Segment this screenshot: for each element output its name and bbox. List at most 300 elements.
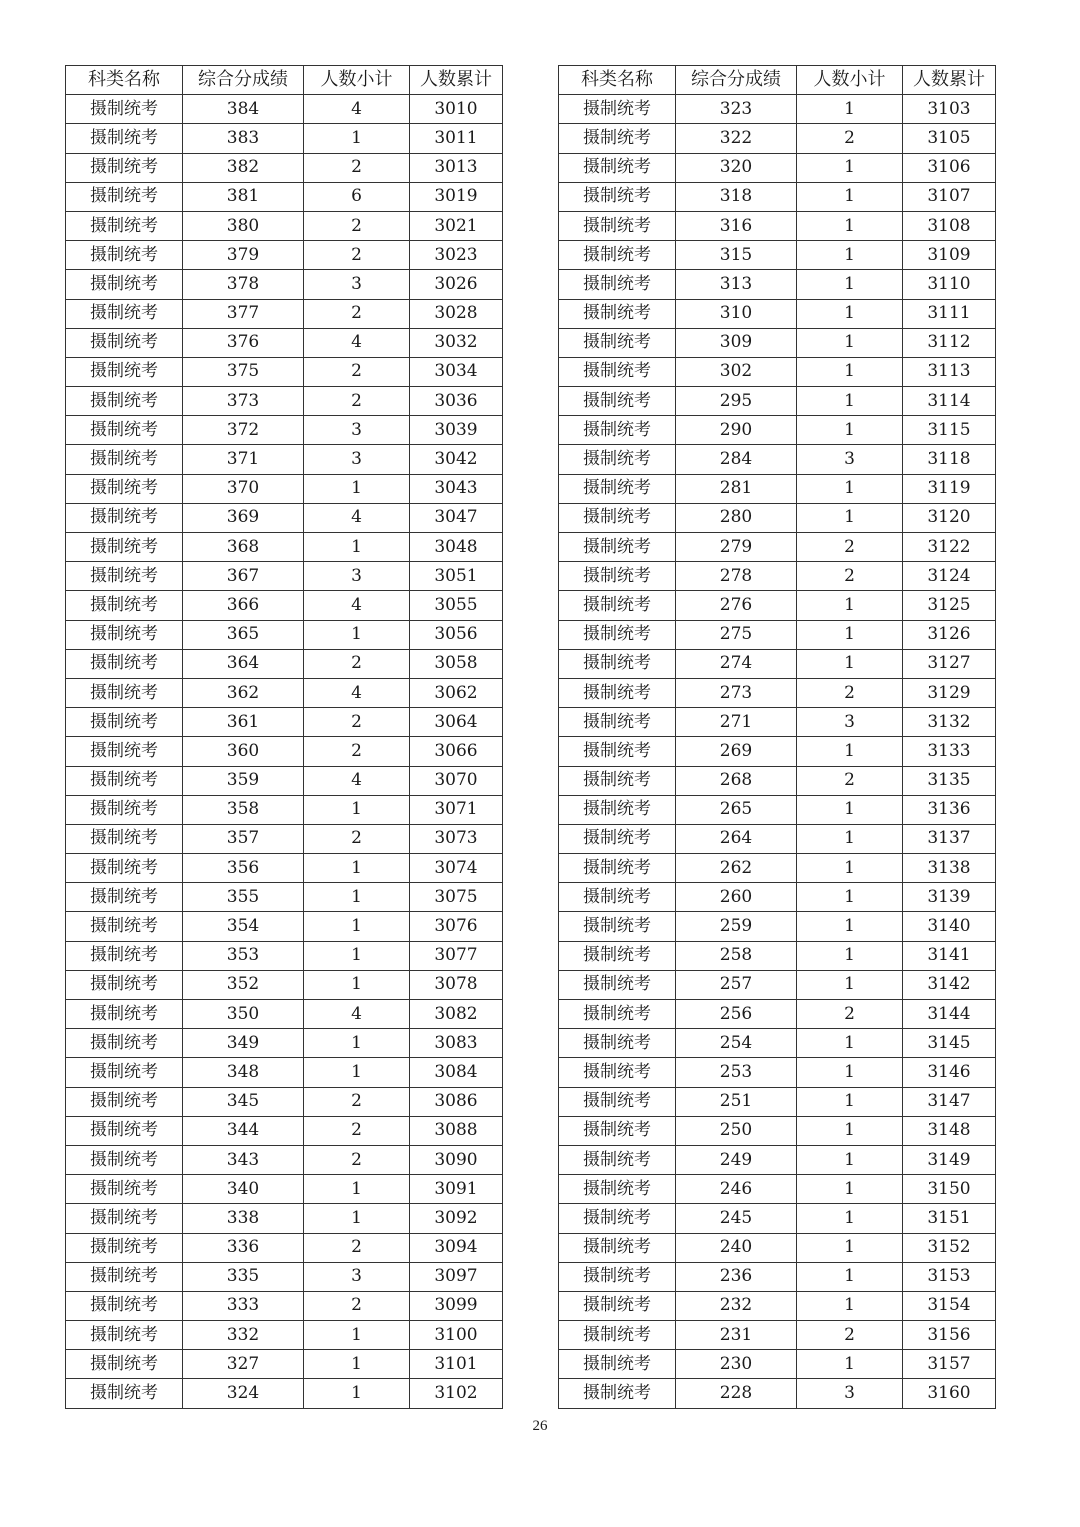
- cell-category: 摄制统考: [559, 854, 676, 883]
- cell-score: 253: [676, 1058, 797, 1087]
- cell-category: 摄制统考: [66, 1233, 183, 1262]
- table-body: [559, 95, 996, 1408]
- cell-category: 摄制统考: [559, 824, 676, 853]
- cell-cumulative: 3100: [410, 1321, 503, 1350]
- cell-category: 摄制统考: [66, 941, 183, 970]
- cell-count: 1: [797, 1262, 903, 1291]
- cell-category: 摄制统考: [559, 1175, 676, 1204]
- header-cumulative: 人数累计: [410, 66, 503, 95]
- cell-count: 2: [304, 737, 410, 766]
- cell-score: 365: [183, 620, 304, 649]
- cell-cumulative: 3142: [903, 970, 996, 999]
- cell-cumulative: 3026: [410, 270, 503, 299]
- cell-cumulative: 3074: [410, 854, 503, 883]
- cell-cumulative: 3021: [410, 211, 503, 240]
- table-row: [559, 124, 996, 153]
- cell-count: 1: [304, 1175, 410, 1204]
- cell-category: 摄制统考: [559, 649, 676, 678]
- cell-score: 336: [183, 1233, 304, 1262]
- cell-count: 2: [304, 649, 410, 678]
- cell-cumulative: 3042: [410, 445, 503, 474]
- cell-score: 375: [183, 357, 304, 386]
- cell-category: 摄制统考: [559, 1233, 676, 1262]
- cell-cumulative: 3122: [903, 533, 996, 562]
- cell-count: 1: [797, 387, 903, 416]
- cell-cumulative: 3092: [410, 1204, 503, 1233]
- header-score: 综合分成绩: [183, 66, 304, 95]
- cell-category: 摄制统考: [559, 1350, 676, 1379]
- cell-count: 1: [797, 328, 903, 357]
- cell-category: 摄制统考: [66, 387, 183, 416]
- table-row: [559, 766, 996, 795]
- cell-cumulative: 3011: [410, 124, 503, 153]
- table-row: [66, 1350, 503, 1379]
- cell-count: 1: [797, 1204, 903, 1233]
- cell-count: 4: [304, 95, 410, 124]
- cell-score: 356: [183, 854, 304, 883]
- cell-cumulative: 3115: [903, 416, 996, 445]
- cell-category: 摄制统考: [559, 1204, 676, 1233]
- cell-count: 3: [304, 562, 410, 591]
- cell-count: 1: [797, 1291, 903, 1320]
- table-row: [66, 1175, 503, 1204]
- table-row: [559, 562, 996, 591]
- table-row: [559, 824, 996, 853]
- cell-score: 364: [183, 649, 304, 678]
- cell-score: 245: [676, 1204, 797, 1233]
- cell-score: 360: [183, 737, 304, 766]
- cell-count: 1: [797, 1058, 903, 1087]
- table-row: [559, 708, 996, 737]
- cell-count: 2: [797, 562, 903, 591]
- cell-score: 236: [676, 1262, 797, 1291]
- cell-count: 1: [797, 824, 903, 853]
- cell-cumulative: 3150: [903, 1175, 996, 1204]
- cell-cumulative: 3108: [903, 211, 996, 240]
- cell-count: 2: [797, 678, 903, 707]
- cell-category: 摄制统考: [559, 883, 676, 912]
- cell-score: 357: [183, 824, 304, 853]
- table-row: [559, 299, 996, 328]
- cell-score: 257: [676, 970, 797, 999]
- cell-category: 摄制统考: [559, 299, 676, 328]
- table-row: [559, 182, 996, 211]
- cell-count: 1: [797, 474, 903, 503]
- table-row: [66, 153, 503, 182]
- cell-count: 1: [304, 1029, 410, 1058]
- cell-category: 摄制统考: [559, 1321, 676, 1350]
- cell-score: 318: [676, 182, 797, 211]
- header-count: 人数小计: [304, 66, 410, 95]
- table-row: [559, 1204, 996, 1233]
- cell-category: 摄制统考: [66, 328, 183, 357]
- table-row: [66, 1116, 503, 1145]
- cell-cumulative: 3136: [903, 795, 996, 824]
- cell-score: 349: [183, 1029, 304, 1058]
- cell-cumulative: 3102: [410, 1379, 503, 1408]
- table-row: [559, 591, 996, 620]
- cell-cumulative: 3144: [903, 1000, 996, 1029]
- cell-count: 3: [797, 708, 903, 737]
- cell-cumulative: 3145: [903, 1029, 996, 1058]
- table-row: [66, 503, 503, 532]
- cell-category: 摄制统考: [66, 766, 183, 795]
- cell-category: 摄制统考: [66, 211, 183, 240]
- cell-category: 摄制统考: [559, 678, 676, 707]
- cell-category: 摄制统考: [66, 1116, 183, 1145]
- cell-cumulative: 3139: [903, 883, 996, 912]
- cell-count: 1: [304, 1058, 410, 1087]
- header-category: 科类名称: [559, 66, 676, 95]
- cell-cumulative: 3071: [410, 795, 503, 824]
- table-row: [66, 1262, 503, 1291]
- table-row: [559, 620, 996, 649]
- cell-cumulative: 3120: [903, 503, 996, 532]
- cell-count: 1: [797, 153, 903, 182]
- cell-score: 373: [183, 387, 304, 416]
- cell-category: 摄制统考: [559, 795, 676, 824]
- cell-cumulative: 3109: [903, 241, 996, 270]
- cell-cumulative: 3112: [903, 328, 996, 357]
- cell-cumulative: 3127: [903, 649, 996, 678]
- table-row: [559, 970, 996, 999]
- cell-cumulative: 3064: [410, 708, 503, 737]
- cell-cumulative: 3028: [410, 299, 503, 328]
- cell-count: 1: [797, 620, 903, 649]
- cell-cumulative: 3047: [410, 503, 503, 532]
- cell-cumulative: 3135: [903, 766, 996, 795]
- cell-category: 摄制统考: [559, 766, 676, 795]
- cell-cumulative: 3119: [903, 474, 996, 503]
- table-row: [66, 678, 503, 707]
- cell-cumulative: 3043: [410, 474, 503, 503]
- table-row: [559, 1000, 996, 1029]
- cell-score: 268: [676, 766, 797, 795]
- cell-count: 2: [797, 1321, 903, 1350]
- cell-score: 313: [676, 270, 797, 299]
- cell-category: 摄制统考: [559, 1262, 676, 1291]
- cell-category: 摄制统考: [66, 591, 183, 620]
- table-row: [559, 1145, 996, 1174]
- cell-score: 379: [183, 241, 304, 270]
- header-category: 科类名称: [66, 66, 183, 95]
- cell-count: 1: [797, 416, 903, 445]
- table-row: [66, 883, 503, 912]
- table-row: [559, 241, 996, 270]
- cell-count: 1: [304, 1321, 410, 1350]
- table-row: [66, 1029, 503, 1058]
- cell-score: 274: [676, 649, 797, 678]
- cell-category: 摄制统考: [66, 533, 183, 562]
- cell-category: 摄制统考: [559, 357, 676, 386]
- cell-count: 3: [304, 445, 410, 474]
- cell-score: 265: [676, 795, 797, 824]
- cell-score: 362: [183, 678, 304, 707]
- cell-cumulative: 3013: [410, 153, 503, 182]
- table-row: [559, 737, 996, 766]
- cell-count: 1: [797, 1175, 903, 1204]
- cell-category: 摄制统考: [559, 211, 676, 240]
- cell-cumulative: 3019: [410, 182, 503, 211]
- cell-count: 1: [304, 912, 410, 941]
- cell-cumulative: 3151: [903, 1204, 996, 1233]
- cell-category: 摄制统考: [559, 503, 676, 532]
- cell-score: 284: [676, 445, 797, 474]
- cell-count: 2: [304, 211, 410, 240]
- cell-category: 摄制统考: [66, 737, 183, 766]
- cell-score: 250: [676, 1116, 797, 1145]
- cell-cumulative: 3039: [410, 416, 503, 445]
- table-row: [559, 1058, 996, 1087]
- cell-count: 3: [797, 1379, 903, 1408]
- cell-category: 摄制统考: [66, 153, 183, 182]
- table-row: [559, 328, 996, 357]
- cell-score: 381: [183, 182, 304, 211]
- table-row: [559, 211, 996, 240]
- cell-score: 256: [676, 1000, 797, 1029]
- cell-category: 摄制统考: [66, 854, 183, 883]
- header-row: [66, 66, 503, 95]
- cell-category: 摄制统考: [66, 1029, 183, 1058]
- cell-count: 2: [304, 824, 410, 853]
- table-row: [66, 649, 503, 678]
- cell-score: 333: [183, 1291, 304, 1320]
- cell-count: 3: [797, 445, 903, 474]
- header-score: 综合分成绩: [676, 66, 797, 95]
- table-row: [66, 708, 503, 737]
- cell-score: 271: [676, 708, 797, 737]
- cell-score: 355: [183, 883, 304, 912]
- cell-score: 367: [183, 562, 304, 591]
- cell-category: 摄制统考: [66, 299, 183, 328]
- cell-score: 366: [183, 591, 304, 620]
- cell-category: 摄制统考: [66, 562, 183, 591]
- table-row: [66, 854, 503, 883]
- cell-category: 摄制统考: [66, 1058, 183, 1087]
- table-row: [66, 124, 503, 153]
- cell-category: 摄制统考: [66, 474, 183, 503]
- cell-category: 摄制统考: [66, 1321, 183, 1350]
- cell-score: 259: [676, 912, 797, 941]
- cell-cumulative: 3154: [903, 1291, 996, 1320]
- cell-cumulative: 3101: [410, 1350, 503, 1379]
- cell-cumulative: 3113: [903, 357, 996, 386]
- cell-count: 2: [304, 153, 410, 182]
- cell-category: 摄制统考: [559, 270, 676, 299]
- cell-count: 2: [304, 299, 410, 328]
- table-row: [66, 766, 503, 795]
- table-row: [66, 533, 503, 562]
- cell-score: 324: [183, 1379, 304, 1408]
- cell-cumulative: 3124: [903, 562, 996, 591]
- cell-score: 249: [676, 1145, 797, 1174]
- cell-score: 361: [183, 708, 304, 737]
- cell-count: 1: [797, 591, 903, 620]
- table-row: [559, 1029, 996, 1058]
- cell-count: 1: [797, 941, 903, 970]
- cell-category: 摄制统考: [559, 387, 676, 416]
- table-row: [559, 503, 996, 532]
- table-row: [66, 970, 503, 999]
- cell-score: 368: [183, 533, 304, 562]
- cell-count: 3: [304, 270, 410, 299]
- cell-category: 摄制统考: [66, 1379, 183, 1408]
- cell-cumulative: 3032: [410, 328, 503, 357]
- cell-cumulative: 3097: [410, 1262, 503, 1291]
- cell-cumulative: 3125: [903, 591, 996, 620]
- cell-category: 摄制统考: [66, 1350, 183, 1379]
- cell-cumulative: 3083: [410, 1029, 503, 1058]
- table-row: [66, 1379, 503, 1408]
- cell-category: 摄制统考: [66, 124, 183, 153]
- cell-count: 1: [797, 912, 903, 941]
- cell-count: 1: [304, 1379, 410, 1408]
- cell-score: 230: [676, 1350, 797, 1379]
- cell-category: 摄制统考: [559, 1116, 676, 1145]
- cell-cumulative: 3055: [410, 591, 503, 620]
- cell-count: 1: [304, 474, 410, 503]
- table-row: [559, 941, 996, 970]
- cell-cumulative: 3106: [903, 153, 996, 182]
- cell-cumulative: 3086: [410, 1087, 503, 1116]
- cell-score: 240: [676, 1233, 797, 1262]
- table-row: [559, 649, 996, 678]
- cell-score: 251: [676, 1087, 797, 1116]
- table-row: [559, 1233, 996, 1262]
- cell-category: 摄制统考: [66, 708, 183, 737]
- cell-count: 2: [797, 533, 903, 562]
- cell-score: 260: [676, 883, 797, 912]
- cell-category: 摄制统考: [66, 357, 183, 386]
- table-row: [66, 1087, 503, 1116]
- cell-cumulative: 3090: [410, 1145, 503, 1174]
- cell-cumulative: 3152: [903, 1233, 996, 1262]
- cell-category: 摄制统考: [559, 474, 676, 503]
- cell-category: 摄制统考: [559, 1145, 676, 1174]
- cell-count: 4: [304, 1000, 410, 1029]
- table-row: [66, 1000, 503, 1029]
- cell-cumulative: 3023: [410, 241, 503, 270]
- cell-count: 4: [304, 328, 410, 357]
- cell-cumulative: 3048: [410, 533, 503, 562]
- table-row: [559, 270, 996, 299]
- cell-cumulative: 3077: [410, 941, 503, 970]
- cell-cumulative: 3091: [410, 1175, 503, 1204]
- cell-score: 281: [676, 474, 797, 503]
- cell-count: 2: [797, 124, 903, 153]
- table-row: [66, 941, 503, 970]
- table-row: [559, 416, 996, 445]
- cell-count: 1: [797, 737, 903, 766]
- cell-category: 摄制统考: [66, 95, 183, 124]
- table-row: [559, 795, 996, 824]
- cell-score: 316: [676, 211, 797, 240]
- cell-cumulative: 3111: [903, 299, 996, 328]
- cell-category: 摄制统考: [66, 416, 183, 445]
- cell-score: 309: [676, 328, 797, 357]
- cell-score: 372: [183, 416, 304, 445]
- table-header: [559, 66, 996, 95]
- cell-score: 352: [183, 970, 304, 999]
- cell-category: 摄制统考: [66, 649, 183, 678]
- cell-category: 摄制统考: [559, 591, 676, 620]
- table-row: [66, 1291, 503, 1320]
- cell-score: 350: [183, 1000, 304, 1029]
- cell-category: 摄制统考: [559, 737, 676, 766]
- cell-count: 1: [797, 95, 903, 124]
- table-row: [66, 357, 503, 386]
- cell-category: 摄制统考: [66, 1000, 183, 1029]
- table-row: [559, 1321, 996, 1350]
- cell-score: 322: [676, 124, 797, 153]
- cell-count: 1: [797, 270, 903, 299]
- cell-cumulative: 3010: [410, 95, 503, 124]
- cell-cumulative: 3133: [903, 737, 996, 766]
- cell-score: 310: [676, 299, 797, 328]
- cell-score: 340: [183, 1175, 304, 1204]
- table-row: [559, 474, 996, 503]
- cell-cumulative: 3062: [410, 678, 503, 707]
- cell-count: 1: [304, 620, 410, 649]
- cell-category: 摄制统考: [66, 1175, 183, 1204]
- cell-score: 369: [183, 503, 304, 532]
- cell-score: 353: [183, 941, 304, 970]
- cell-score: 246: [676, 1175, 797, 1204]
- table-header: [66, 66, 503, 95]
- cell-category: 摄制统考: [559, 1291, 676, 1320]
- cell-category: 摄制统考: [559, 182, 676, 211]
- table-row: [66, 241, 503, 270]
- cell-category: 摄制统考: [559, 1087, 676, 1116]
- cell-count: 2: [304, 1233, 410, 1262]
- cell-score: 382: [183, 153, 304, 182]
- table-row: [66, 445, 503, 474]
- cell-category: 摄制统考: [559, 912, 676, 941]
- cell-count: 2: [304, 241, 410, 270]
- cell-category: 摄制统考: [559, 562, 676, 591]
- cell-score: 254: [676, 1029, 797, 1058]
- cell-category: 摄制统考: [559, 620, 676, 649]
- cell-count: 4: [304, 591, 410, 620]
- cell-cumulative: 3110: [903, 270, 996, 299]
- cell-count: 1: [797, 299, 903, 328]
- cell-count: 1: [304, 1204, 410, 1233]
- cell-category: 摄制统考: [66, 1291, 183, 1320]
- cell-score: 345: [183, 1087, 304, 1116]
- cell-cumulative: 3070: [410, 766, 503, 795]
- table-row: [66, 562, 503, 591]
- table-row: [66, 299, 503, 328]
- cell-cumulative: 3140: [903, 912, 996, 941]
- score-table-left: [65, 65, 503, 1409]
- table-row: [559, 1262, 996, 1291]
- header-cumulative: 人数累计: [903, 66, 996, 95]
- table-row: [66, 95, 503, 124]
- cell-category: 摄制统考: [66, 620, 183, 649]
- table-row: [559, 854, 996, 883]
- table-row: [559, 678, 996, 707]
- table-row: [66, 328, 503, 357]
- cell-count: 6: [304, 182, 410, 211]
- table-row: [559, 1379, 996, 1408]
- cell-score: 384: [183, 95, 304, 124]
- table-row: [559, 1291, 996, 1320]
- cell-cumulative: 3078: [410, 970, 503, 999]
- cell-score: 269: [676, 737, 797, 766]
- cell-cumulative: 3073: [410, 824, 503, 853]
- cell-category: 摄制统考: [559, 533, 676, 562]
- cell-cumulative: 3129: [903, 678, 996, 707]
